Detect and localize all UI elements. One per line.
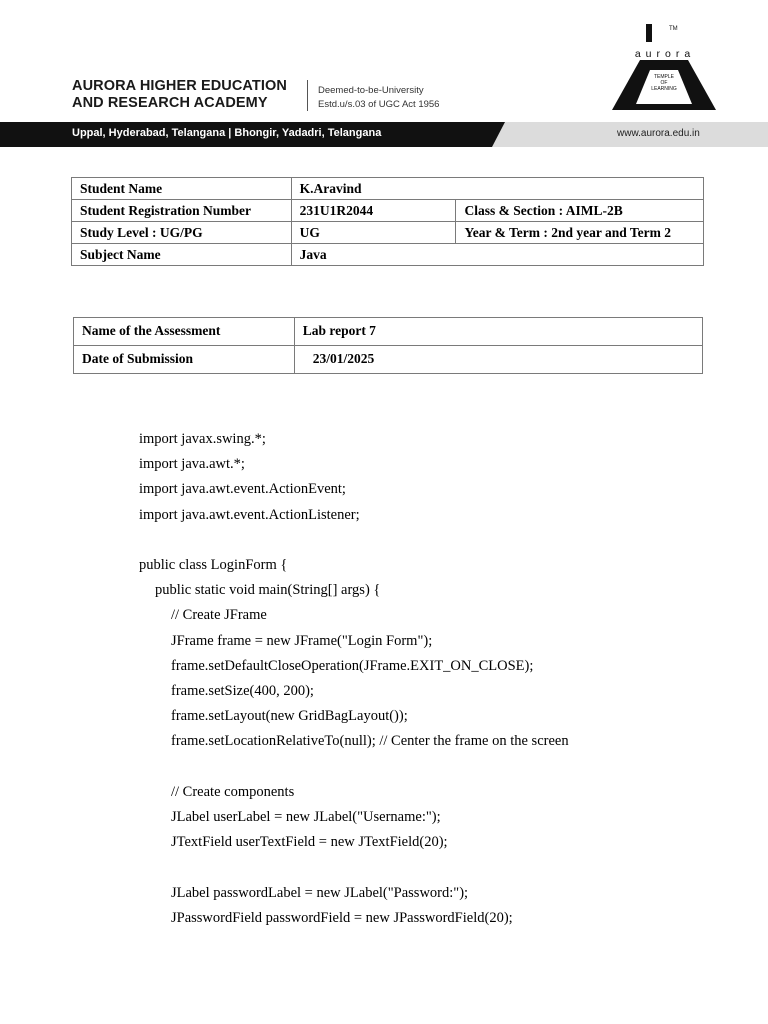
submission-date-value: 23/01/2025 — [294, 346, 702, 374]
submission-date-label: Date of Submission — [74, 346, 295, 374]
study-level-value: UG — [291, 222, 456, 244]
student-name-value: K.Aravind — [291, 178, 703, 200]
code-line: // Create JFrame — [171, 607, 267, 624]
code-line: import java.awt.*; — [139, 456, 245, 473]
website-link[interactable]: www.aurora.edu.in — [617, 128, 700, 139]
class-section: Class & Section : AIML-2B — [456, 200, 704, 222]
registration-label: Student Registration Number — [72, 200, 292, 222]
code-line: import javax.swing.*; — [139, 431, 266, 447]
table-row — [72, 244, 704, 266]
code-line: JTextField userTextField = new JTextField(20); — [171, 834, 448, 851]
assessment-label: Name of the Assessment — [74, 318, 295, 346]
page-header — [0, 0, 768, 122]
code-line: frame.setLocationRelativeTo(null); // Center the frame on the screen — [171, 733, 569, 750]
code-line: import java.awt.event.ActionEvent; — [139, 481, 346, 498]
table-row — [74, 346, 703, 374]
assessment-table — [73, 317, 703, 374]
code-line: JFrame frame = new JFrame("Login Form"); — [171, 632, 433, 649]
subject-label: Subject Name — [72, 244, 292, 266]
campus-locations: Uppal, Hyderabad, Telangana | Bhongir, Yadadri, Telangana — [72, 127, 382, 139]
code-line: JLabel passwordLabel = new JLabel("Password:"); — [171, 884, 469, 901]
code-line: frame.setDefaultCloseOperation(JFrame.EXIT_ON_CLOSE); — [171, 657, 534, 674]
registration-value: 231U1R2044 — [291, 200, 456, 222]
code-line: JPasswordField passwordField = new JPasswordField(20); — [171, 909, 513, 926]
code-line: frame.setLayout(new GridBagLayout()); — [171, 708, 408, 725]
code-line: public class LoginForm { — [139, 557, 288, 573]
table-row — [72, 222, 704, 244]
student-info-table — [71, 177, 704, 266]
code-line: JLabel userLabel = new JLabel("Username:"); — [171, 809, 441, 825]
assessment-value: Lab report 7 — [294, 318, 702, 346]
header-divider — [307, 80, 308, 111]
table-row — [72, 200, 704, 222]
logo-tagline: TEMPLE OF LEARNING — [651, 74, 677, 92]
code-line: import java.awt.event.ActionListener; — [139, 506, 360, 523]
table-row — [74, 318, 703, 346]
subject-value: Java — [291, 244, 703, 266]
logo-tm: TM — [669, 26, 678, 32]
year-term: Year & Term : 2nd year and Term 2 — [456, 222, 704, 244]
aurora-logo-icon — [612, 24, 716, 112]
study-level-label: Study Level : UG/PG — [72, 222, 292, 244]
table-row — [72, 178, 704, 200]
code-line: frame.setSize(400, 200); — [171, 683, 314, 699]
student-name-label: Student Name — [72, 178, 292, 200]
org-name: AURORA HIGHER EDUCATION AND RESEARCH ACADEMY — [72, 78, 287, 111]
logo-wordmark: aurora — [634, 48, 696, 60]
org-subtitle: Deemed-to-be-University Estd.u/s.03 of UGC Act 1956 — [318, 85, 440, 110]
code-line: public static void main(String[] args) { — [155, 582, 381, 599]
code-line: // Create components — [171, 783, 295, 800]
